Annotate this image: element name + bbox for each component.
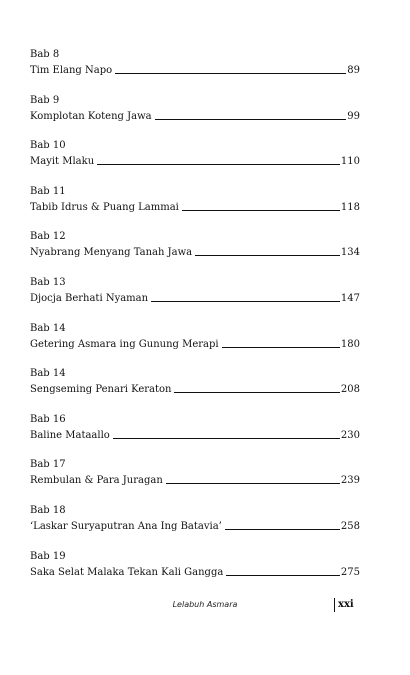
toc-entry <box>30 504 360 550</box>
page-number: 134 <box>340 247 360 259</box>
toc-entry <box>30 550 360 596</box>
toc-entry <box>30 322 360 368</box>
chapter-title: Saka Selat Malaka Tekan Kali Gangga <box>30 566 224 578</box>
chapter-number: Bab 16 <box>30 413 66 425</box>
chapter-title: ‘Laskar Suryaputran Ana Ing Batavia’ <box>30 520 222 532</box>
leader-line <box>226 574 340 576</box>
leader-line <box>155 118 347 120</box>
chapter-title: Sengseming Penari Keraton <box>30 384 172 396</box>
chapter-number: Bab 18 <box>30 504 66 516</box>
toc-line <box>30 246 360 259</box>
leader-line <box>113 437 340 439</box>
chapter-number: Bab 19 <box>30 550 66 562</box>
table-of-contents <box>30 48 360 595</box>
page-number: 99 <box>347 110 360 122</box>
chapter-title: Getering Asmara ing Gunung Merapi <box>30 338 219 350</box>
toc-line <box>30 64 360 77</box>
leader-line <box>195 254 340 256</box>
page-number: 275 <box>340 566 360 578</box>
chapter-title: Tabib Idrus & Puang Lammai <box>30 201 179 213</box>
page-number: 258 <box>340 520 360 532</box>
toc-entry <box>30 458 360 504</box>
page-number: 147 <box>340 292 360 304</box>
chapter-number: Bab 9 <box>30 94 60 106</box>
page-number: 208 <box>340 384 360 396</box>
page-number: 180 <box>340 338 360 350</box>
leader-line <box>222 346 340 348</box>
page-number: 118 <box>340 201 360 213</box>
chapter-number: Bab 12 <box>30 231 66 243</box>
toc-line <box>30 155 360 168</box>
toc-line <box>30 520 360 533</box>
toc-line <box>30 201 360 214</box>
chapter-title: Tim Elang Napo <box>30 65 113 76</box>
toc-line <box>30 429 360 442</box>
chapter-number: Bab 11 <box>30 185 66 197</box>
running-footer-title: Lelabuh Asmara <box>172 600 238 609</box>
footer-divider <box>334 598 335 612</box>
toc-line <box>30 383 360 396</box>
chapter-title: Djocja Berhati Nyaman <box>30 292 149 304</box>
leader-line <box>97 163 340 165</box>
chapter-number: Bab 14 <box>30 322 66 334</box>
toc-line <box>30 474 360 487</box>
leader-line <box>182 209 340 211</box>
leader-line <box>166 482 340 484</box>
toc-entry <box>30 230 360 276</box>
folio-page-number: xxi <box>338 599 354 610</box>
chapter-title: Baline Mataallo <box>30 429 110 441</box>
chapter-number: Bab 8 <box>30 49 60 60</box>
leader-line <box>115 72 346 74</box>
toc-entry <box>30 185 360 231</box>
toc-entry <box>30 139 360 185</box>
leader-line <box>174 391 339 393</box>
toc-line <box>30 292 360 305</box>
page-number: 239 <box>340 475 360 487</box>
chapter-number: Bab 17 <box>30 459 66 471</box>
leader-line <box>225 528 340 530</box>
chapter-number: Bab 14 <box>30 368 66 380</box>
chapter-title: Rembulan & Para Juragan <box>30 475 163 487</box>
chapter-title: Nyabrang Menyang Tanah Jawa <box>30 247 193 259</box>
toc-line <box>30 566 360 579</box>
chapter-number: Bab 10 <box>30 140 66 152</box>
chapter-title: Komplotan Koteng Jawa <box>30 110 152 122</box>
toc-entry <box>30 276 360 322</box>
page-number: 89 <box>347 65 360 76</box>
toc-entry <box>30 413 360 459</box>
chapter-number: Bab 13 <box>30 276 66 288</box>
toc-entry <box>30 94 360 140</box>
page-number: 110 <box>340 156 360 168</box>
page-number: 230 <box>340 429 360 441</box>
toc-line <box>30 110 360 123</box>
toc-entry <box>30 367 360 413</box>
toc-entry <box>30 48 360 94</box>
toc-line <box>30 338 360 351</box>
chapter-title: Mayit Mlaku <box>30 156 95 168</box>
leader-line <box>151 300 340 302</box>
